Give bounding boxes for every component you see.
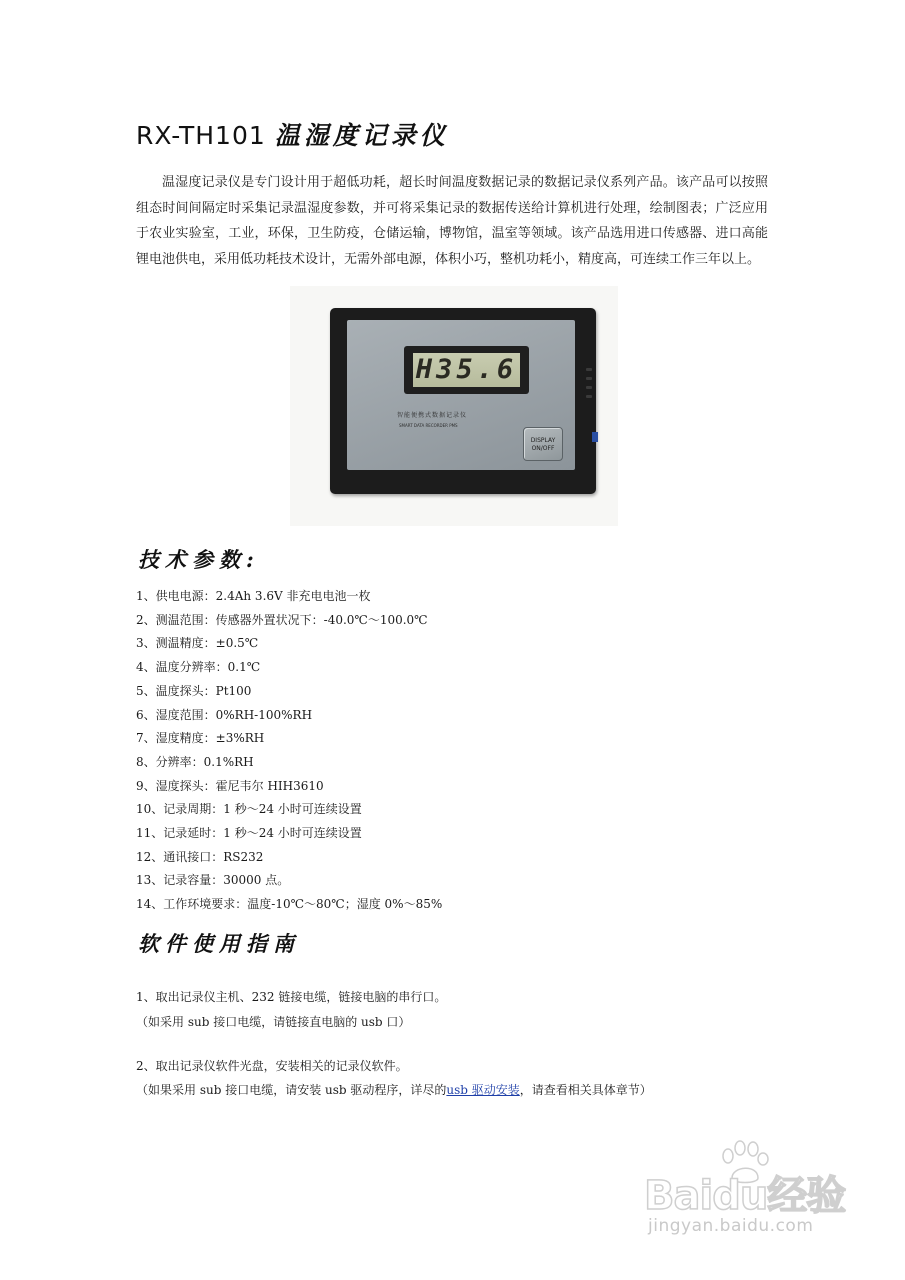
device-face: [347, 320, 575, 470]
intro-paragraph: 温湿度记录仪是专门设计用于超低功耗，超长时间温度数据记录的数据记录仪系列产品。该产品可以按照组态时间间隔定时采集记录温湿度参数，并可将采集记录的数据传送给计算机进行处理，绘制图表；广泛应用于农业实验室，工业，环保，卫生防疫，仓储运输，博物馆，温室等领域。该产品选用进口传感器、进口高能锂电池供电，采用低功耗技术设计，无需外部电源，体积小巧，整机功耗小，精度高，可连续工作三年以上。: [136, 175, 768, 267]
spec-item: 13、记录容量：30000 点。: [136, 873, 290, 888]
spec-item: 12、通讯接口：RS232: [136, 849, 264, 864]
spec-item: 9、湿度探头：霍尼韦尔 HIH3610: [136, 778, 324, 793]
spec-item: 2、测温范围：传感器外置状况下：-40.0℃～100.0℃: [136, 612, 428, 627]
spec-item: 6、湿度范围：0%RH-100%RH: [136, 707, 313, 722]
spec-item: 4、温度分辨率：0.1℃: [136, 660, 261, 675]
spec-item: 7、湿度精度：±3%RH: [136, 731, 265, 746]
step2-note-before: （如果采用 sub 接口电缆，请安装 usb 驱动程序，详尽的: [136, 1083, 447, 1097]
specs-heading: 技术参数:: [138, 547, 260, 572]
spec-item: 8、分辨率：0.1%RH: [136, 754, 254, 769]
display-onoff-button: [523, 427, 563, 461]
title-name: 温湿度记录仪: [274, 121, 449, 150]
step2-note-after: ，请查看相关具体章节）: [519, 1083, 652, 1097]
display-button-line1: DISPLAY: [530, 437, 556, 444]
document-title: [136, 116, 449, 152]
spec-item: 5、温度探头：Pt100: [136, 683, 252, 698]
spec-item: 1、供电电源：2.4Ah 3.6V 非充电电池一枚: [136, 589, 371, 603]
baidu-watermark: [644, 1140, 884, 1250]
spec-list: [136, 585, 696, 917]
lcd-frame: [404, 346, 529, 394]
spec-item: 10、记录周期：1 秒～24 小时可连续设置: [136, 802, 362, 817]
spec-item: 14、工作环境要求：温度-10℃～80℃；湿度 0%～85%: [136, 897, 443, 912]
device-photo: [290, 286, 618, 526]
software-heading: 软件使用指南: [138, 931, 300, 956]
recorder-device: [330, 308, 596, 494]
spec-item: 11、记录延时：1 秒～24 小时可连续设置: [136, 826, 362, 841]
device-label-cn: 智能便携式数据记录仪: [397, 412, 468, 419]
side-switch: [592, 432, 598, 442]
software-step-2: 2、取出记录仪软件光盘，安装相关的记录仪软件。: [136, 1059, 408, 1073]
display-button-line2: ON/OFF: [531, 445, 555, 452]
watermark-brand: Baidu经验: [644, 1173, 846, 1219]
spec-item: 3、测温精度：±0.5℃: [136, 636, 259, 651]
lcd-display: H35.6: [413, 353, 520, 387]
software-step-1: 1、取出记录仪主机、232 链接电缆，链接电脑的串行口。: [136, 990, 447, 1004]
software-step-1-note: （如采用 sub 接口电缆，请链接直电脑的 usb 口）: [136, 1015, 411, 1029]
usb-driver-link[interactable]: usb 驱动安装: [446, 1083, 520, 1097]
device-label-en: SMART DATA RECORDER PMS: [399, 423, 458, 428]
software-step-2-note: [136, 1082, 652, 1098]
title-model: RX-TH101: [136, 121, 266, 150]
watermark-url: jingyan.baidu.com: [648, 1216, 814, 1236]
side-vents: [586, 368, 592, 404]
